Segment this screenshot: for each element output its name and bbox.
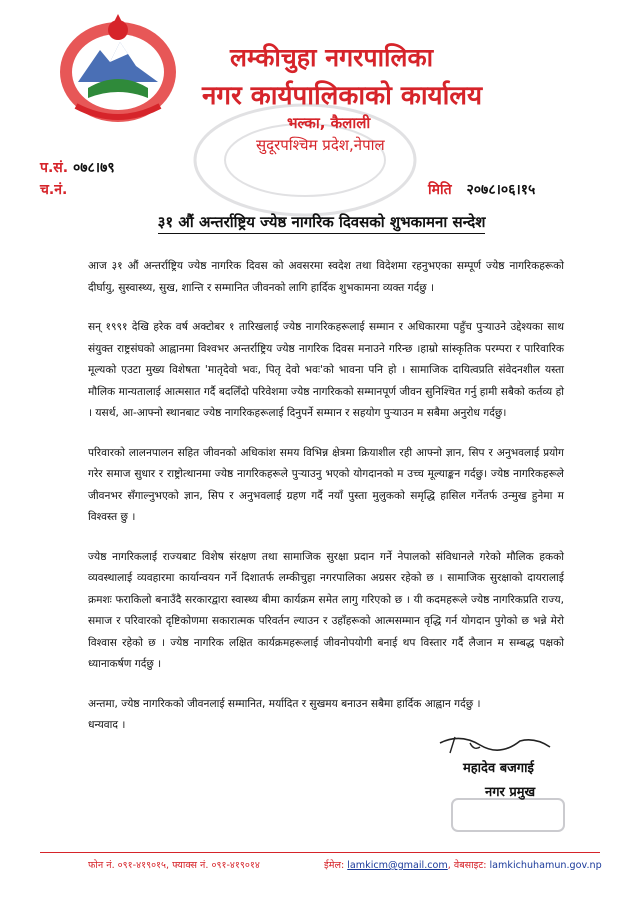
footer-divider: [40, 852, 600, 853]
letter-title: [0, 212, 643, 232]
office-location: भल्का, कैलाली: [287, 114, 371, 132]
municipality-name: लम्कीचुहा नगरपालिका: [230, 43, 434, 72]
letter-title-text: ३१ औं अन्तर्राष्ट्रिय ज्येष्ठ नागरिक दिवसको शुभकामना सन्देश: [158, 213, 486, 234]
letter-date: [428, 180, 535, 199]
paragraph-1: आज ३१ औं अन्तर्राष्ट्रिय ज्येष्ठ नागरिक दिवस को अवसरमा स्वदेश तथा विदेशमा रहनुभएका सम्पूर्ण ज्येष्ठ नागरिकहरूको दीर्घायु, सुस्वास्थ्य, सुख, शान्ति र सम्मानित जीवनको लागि हार्दिक शुभकामना व्यक्त गर्दछु ।: [88, 260, 564, 294]
footer-contact: [324, 858, 602, 871]
thanks-text: धन्यवाद ।: [88, 719, 126, 731]
signatory-name: महादेव बजगाई: [463, 761, 534, 776]
signatory-role: नगर प्रमुख: [485, 785, 536, 800]
email-link[interactable]: lamkicm@gmail.com: [347, 860, 448, 871]
ps-value: ०७८।७९: [72, 160, 115, 176]
office-name: नगर कार्यपालिकाको कार्यालय: [202, 81, 483, 111]
paragraph-2: सन् १९९१ देखि हरेक वर्ष अक्टोबर १ तारिखलाई ज्येष्ठ नागरिकहरूलाई सम्मान र अधिकारमा पहुँच पुर्‍याउने उद्देश्यका साथ संयुक्त राष्ट्रसंघको आह्वानमा विश्वभर अन्तर्राष्ट्रिय ज्येष्ठ नागरिक दिवस मनाउने गरिन्छ ।हाम्रो सांस्कृतिक परम्परा र पारिवारिक मूल्यको एउटा मुख्य विशेषता 'मातृदेवो भवः, पितृ देवो भवः'को भावना पनि हो । सामाजिक दायित्वप्रति संवेदनशील यस्ता मौलिक मान्यतालाई आत्मसात गर्दै बदलिँदो परिवेशमा ज्येष्ठ नागरिकको सम्मानपूर्ण जीवन सुनिश्चित गर्नु हामी सबैको कर्तव्य हो । यसर्थ, आ-आफ्नो स्थानबाट ज्येष्ठ नागरिकहरूलाई दिनुपर्ने सम्मान र सहयोग पुर्‍याउन म सबैमा अनुरोध गर्दछु।: [88, 321, 564, 419]
signature-stamp-icon: [448, 795, 568, 835]
nepal-emblem-icon: [48, 10, 188, 130]
email-label: ईमेल:: [324, 860, 345, 871]
closing-paragraph: अन्तमा, ज्येष्ठ नागरिकको जीवनलाई सम्मानित, मर्यादित र सुखमय बनाउन सबैमा हार्दिक आह्वान गर्दछु ।: [88, 697, 481, 710]
paragraph-4: ज्येष्ठ नागरिकलाई राज्यबाट विशेष संरक्षण तथा सामाजिक सुरक्षा प्रदान गर्ने नेपालको संविधानले गरेको मौलिक हकको व्यवस्थालाई व्यवहारमा कार्यान्वयन गर्ने दिशातर्फ लम्कीचुहा नगरपालिका अग्रसर रहेको छ । सामाजिक सुरक्षाको दायरालाई क्रमशः फराकिलो बनाउँदै सरकारद्वारा स्वास्थ्य बीमा कार्यक्रम समेत लागु गरिएको छ । यी कदमहरूले ज्येष्ठ नागरिकप्रति राज्य, समाज र परिवारको दृष्टिकोणमा सकारात्मक परिवर्तन ल्याउन र उहाँहरूको आत्मसम्मान वृद्धि गर्न योगदान पुगेको छ भन्ने मेरो विश्वास रहेको छ । ज्येष्ठ नागरिक लक्षित कार्यक्रमहरूलाई जीवनोपयोगी बनाई थप विस्तार गर्दै लैजान म सम्बद्ध पक्षको ध्यानाकर्षण गर्दछु ।: [88, 550, 564, 670]
cn-label: च.नं.: [40, 182, 68, 198]
date-value: २०७८।०६।१५: [466, 182, 536, 198]
website-link[interactable]: lamkichuhamun.gov.np: [489, 860, 602, 871]
paragraph-3: परिवारको लालनपालन सहित जीवनको अधिकांश समय विभिन्न क्षेत्रमा क्रियाशील रही आफ्नो ज्ञान, सिप र अनुभवलाई प्रयोग गरेर समाज सुधार र राष्ट्रोत्थानमा ज्येष्ठ नागरिकहरूले पुर्‍याउनु भएको योगदानको म उच्च मूल्याङ्कन गर्दछु। ज्येष्ठ नागरिकहरूले जीवनभर सँगाल्नुभएको ज्ञान, सिप र अनुभवलाई ग्रहण गर्दै नयाँ पुस्ता मुलुकको समृद्धि हासिल गर्नेतर्फ उन्मुख हुनेमा म विश्वस्त छु ।: [88, 446, 564, 523]
ps-label: प.सं.: [40, 160, 69, 176]
letter-body: [88, 256, 564, 737]
dispatch-number: [40, 180, 67, 199]
date-label: मिति: [428, 182, 452, 198]
site-label: , वेबसाइट:: [447, 860, 487, 871]
province-name: सुदूरपश्चिम प्रदेश,नेपाल: [256, 136, 385, 154]
footer-phone: फोन नं. ०९१-४१९०१५, फ्याक्स नं. ०९१-४१९०१४: [88, 860, 260, 871]
reference-number: [40, 158, 115, 177]
